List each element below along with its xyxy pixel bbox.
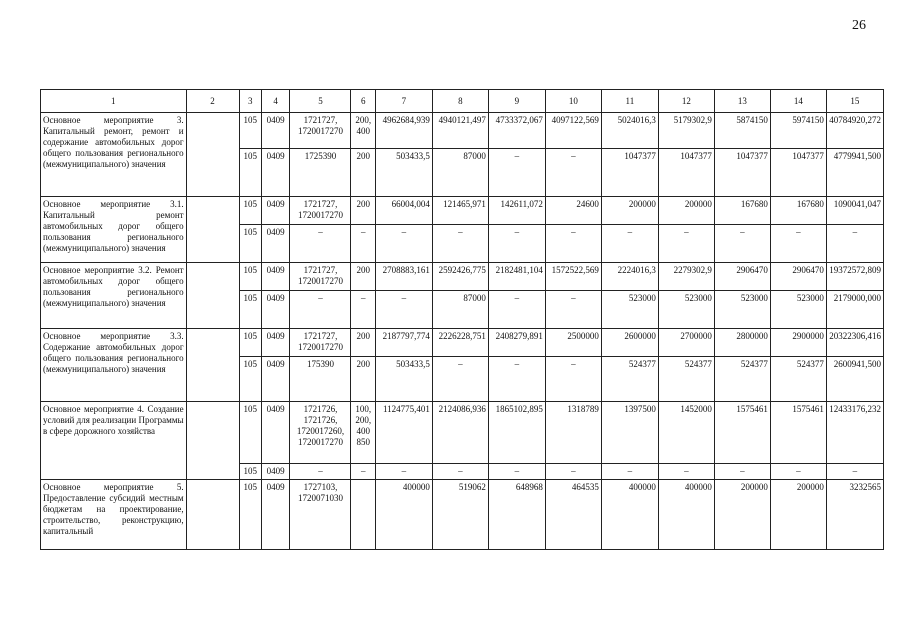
header-row: [41, 90, 884, 113]
table-cell: 200: [351, 329, 375, 357]
table-cell: 523000: [658, 291, 714, 329]
table-cell: 105: [239, 480, 261, 550]
column-2-cell: [186, 402, 239, 480]
table-cell: 87000: [432, 291, 488, 329]
table-cell: 200, 400: [351, 113, 375, 149]
table-cell: 0409: [261, 263, 290, 291]
table-cell: 1124775,401: [375, 402, 432, 464]
table-cell: 1721727, 1720017270: [290, 329, 351, 357]
table-cell: –: [658, 464, 714, 480]
table-cell: 2179000,000: [826, 291, 883, 329]
table-cell: 167680: [770, 197, 826, 225]
table-cell: –: [601, 225, 658, 263]
table-cell: 400000: [601, 480, 658, 550]
table-cell: 175390: [290, 357, 351, 402]
table-cell: 1575461: [714, 402, 770, 464]
table-cell: 524377: [601, 357, 658, 402]
table-cell: 1572522,569: [545, 263, 601, 291]
column-header: 6: [351, 90, 375, 113]
table-cell: 200: [351, 357, 375, 402]
table-cell: 2124086,936: [432, 402, 488, 464]
table-cell: –: [375, 291, 432, 329]
table-cell: 523000: [770, 291, 826, 329]
table-row: [41, 402, 884, 464]
table-cell: 1397500: [601, 402, 658, 464]
column-2-cell: [186, 329, 239, 402]
measure-description: Основное мероприятие 5. Предоставление субсидий местным бюджетам на проектирование, строительство, реконструкцию, капитальный: [41, 480, 187, 550]
table-cell: –: [714, 464, 770, 480]
table-cell: 4097122,569: [545, 113, 601, 149]
table-cell: 2700000: [658, 329, 714, 357]
table-cell: 105: [239, 402, 261, 464]
table-cell: 503433,5: [375, 357, 432, 402]
table-cell: –: [432, 357, 488, 402]
table-cell: 2408279,891: [488, 329, 545, 357]
table-cell: 0409: [261, 291, 290, 329]
table-cell: 0409: [261, 329, 290, 357]
column-header: 3: [239, 90, 261, 113]
table-cell: 100, 200, 400 850: [351, 402, 375, 464]
table-cell: –: [770, 464, 826, 480]
table-cell: 524377: [714, 357, 770, 402]
table-cell: 503433,5: [375, 149, 432, 197]
table-cell: 0409: [261, 357, 290, 402]
column-2-cell: [186, 480, 239, 550]
table-cell: –: [290, 464, 351, 480]
table-cell: 1090041,047: [826, 197, 883, 225]
table-cell: 105: [239, 225, 261, 263]
table-cell: 105: [239, 113, 261, 149]
table-cell: 2906470: [770, 263, 826, 291]
measure-description: Основное мероприятие 3. Капитальный ремонт, ремонт и содержание автомобильных дорог общего пользования регионального (межмуниципального) значения: [41, 113, 187, 197]
column-header: 2: [186, 90, 239, 113]
table-cell: –: [545, 357, 601, 402]
table-row: [41, 329, 884, 357]
table-cell: 524377: [770, 357, 826, 402]
table-cell: 200000: [601, 197, 658, 225]
column-header: 10: [545, 90, 601, 113]
table-cell: –: [351, 291, 375, 329]
table-cell: 200: [351, 149, 375, 197]
table-cell: 142611,072: [488, 197, 545, 225]
table-cell: 40784920,272: [826, 113, 883, 149]
table-cell: 524377: [658, 357, 714, 402]
table-cell: 3232565: [826, 480, 883, 550]
table-cell: 2279302,9: [658, 263, 714, 291]
table-cell: 200000: [658, 197, 714, 225]
table-cell: 5179302,9: [658, 113, 714, 149]
table-cell: –: [488, 149, 545, 197]
table-cell: [351, 480, 375, 550]
table-cell: 523000: [714, 291, 770, 329]
table-cell: 648968: [488, 480, 545, 550]
table-cell: –: [488, 357, 545, 402]
table-cell: 519062: [432, 480, 488, 550]
table-cell: 2224016,3: [601, 263, 658, 291]
table-cell: 105: [239, 263, 261, 291]
table-cell: 105: [239, 197, 261, 225]
table-cell: 4962684,939: [375, 113, 432, 149]
page-number: 26: [852, 18, 866, 33]
table-cell: –: [826, 225, 883, 263]
column-header: 1: [41, 90, 187, 113]
table-cell: 105: [239, 291, 261, 329]
table-cell: 2600000: [601, 329, 658, 357]
table-cell: 105: [239, 329, 261, 357]
table-cell: 1575461: [770, 402, 826, 464]
table-cell: –: [375, 464, 432, 480]
table-cell: –: [545, 225, 601, 263]
table-cell: –: [826, 464, 883, 480]
table-cell: 20322306,416: [826, 329, 883, 357]
table-cell: 0409: [261, 197, 290, 225]
table-cell: 200: [351, 263, 375, 291]
table-cell: 464535: [545, 480, 601, 550]
table-cell: 0409: [261, 480, 290, 550]
table-cell: 2500000: [545, 329, 601, 357]
table-cell: 19372572,809: [826, 263, 883, 291]
table-cell: –: [770, 225, 826, 263]
table-cell: 1452000: [658, 402, 714, 464]
measure-description: Основное мероприятие 3.1. Капитальный ремонт автомобильных дорог общего пользования регионального (межмуниципального) значения: [41, 197, 187, 263]
column-2-cell: [186, 197, 239, 263]
table-cell: 5024016,3: [601, 113, 658, 149]
column-header: 12: [658, 90, 714, 113]
table-cell: 2708883,161: [375, 263, 432, 291]
column-header: 4: [261, 90, 290, 113]
table-cell: 5874150: [714, 113, 770, 149]
column-2-cell: [186, 113, 239, 197]
table-cell: 400000: [658, 480, 714, 550]
table-cell: –: [488, 225, 545, 263]
table-cell: 1725390: [290, 149, 351, 197]
column-header: 9: [488, 90, 545, 113]
table-cell: –: [290, 225, 351, 263]
column-header: 8: [432, 90, 488, 113]
table-cell: 200000: [770, 480, 826, 550]
table-cell: 1047377: [714, 149, 770, 197]
table-cell: 200: [351, 197, 375, 225]
measure-description: Основное мероприятие 3.2. Ремонт автомобильных дорог общего пользования регионального (межмуниципального) значения: [41, 263, 187, 329]
table-cell: –: [432, 464, 488, 480]
table-cell: 0409: [261, 149, 290, 197]
table-cell: 2187797,774: [375, 329, 432, 357]
table-cell: 66004,004: [375, 197, 432, 225]
table-cell: 12433176,232: [826, 402, 883, 464]
table-cell: 1727103, 1720071030: [290, 480, 351, 550]
table-cell: –: [488, 464, 545, 480]
table-row: [41, 263, 884, 291]
table-cell: –: [351, 225, 375, 263]
table-cell: 0409: [261, 225, 290, 263]
table-cell: –: [658, 225, 714, 263]
table-cell: 523000: [601, 291, 658, 329]
table-cell: 4940121,497: [432, 113, 488, 149]
table-cell: 2226228,751: [432, 329, 488, 357]
table-cell: –: [545, 464, 601, 480]
table-cell: –: [488, 291, 545, 329]
table-cell: –: [351, 464, 375, 480]
table-cell: 2800000: [714, 329, 770, 357]
table-cell: –: [375, 225, 432, 263]
column-2-cell: [186, 263, 239, 329]
table-cell: 1721726, 1721726, 1720017260, 1720017270: [290, 402, 351, 464]
table-cell: 0409: [261, 464, 290, 480]
table-cell: 24600: [545, 197, 601, 225]
table-cell: 1047377: [601, 149, 658, 197]
table-cell: 2906470: [714, 263, 770, 291]
measure-description: Основное мероприятие 4. Создание условий для реализации Программы в сфере дорожного хозяйства: [41, 402, 187, 480]
table-cell: 1047377: [658, 149, 714, 197]
table-cell: 2182481,104: [488, 263, 545, 291]
table-cell: –: [290, 291, 351, 329]
budget-table: [40, 89, 884, 550]
column-header: 14: [770, 90, 826, 113]
table-cell: –: [545, 149, 601, 197]
table-cell: 400000: [375, 480, 432, 550]
table-cell: 121465,971: [432, 197, 488, 225]
table-cell: 167680: [714, 197, 770, 225]
table-cell: 1865102,895: [488, 402, 545, 464]
table-cell: 2592426,775: [432, 263, 488, 291]
table-cell: 0409: [261, 113, 290, 149]
table-cell: 1721727, 1720017270: [290, 197, 351, 225]
table-cell: 1318789: [545, 402, 601, 464]
table-row: [41, 113, 884, 149]
table-cell: –: [432, 225, 488, 263]
column-header: 15: [826, 90, 883, 113]
measure-description: Основное мероприятие 3.3. Содержание автомобильных дорог общего пользования регионального (межмуниципального) значения: [41, 329, 187, 402]
column-header: 13: [714, 90, 770, 113]
table-cell: –: [714, 225, 770, 263]
column-header: 7: [375, 90, 432, 113]
table-cell: 2600941,500: [826, 357, 883, 402]
table-cell: 200000: [714, 480, 770, 550]
column-header: 11: [601, 90, 658, 113]
table-cell: 4733372,067: [488, 113, 545, 149]
table-cell: 105: [239, 357, 261, 402]
column-header: 5: [290, 90, 351, 113]
table-cell: 5974150: [770, 113, 826, 149]
table-cell: 1721727, 1720017270: [290, 113, 351, 149]
table-cell: 2900000: [770, 329, 826, 357]
table-cell: 4779941,500: [826, 149, 883, 197]
table-cell: 105: [239, 464, 261, 480]
table-cell: 0409: [261, 402, 290, 464]
table-cell: –: [545, 291, 601, 329]
table-cell: 1721727, 1720017270: [290, 263, 351, 291]
table-cell: 105: [239, 149, 261, 197]
table-cell: 87000: [432, 149, 488, 197]
table-cell: –: [601, 464, 658, 480]
table-cell: 1047377: [770, 149, 826, 197]
table-row: [41, 197, 884, 225]
table-row: [41, 480, 884, 550]
